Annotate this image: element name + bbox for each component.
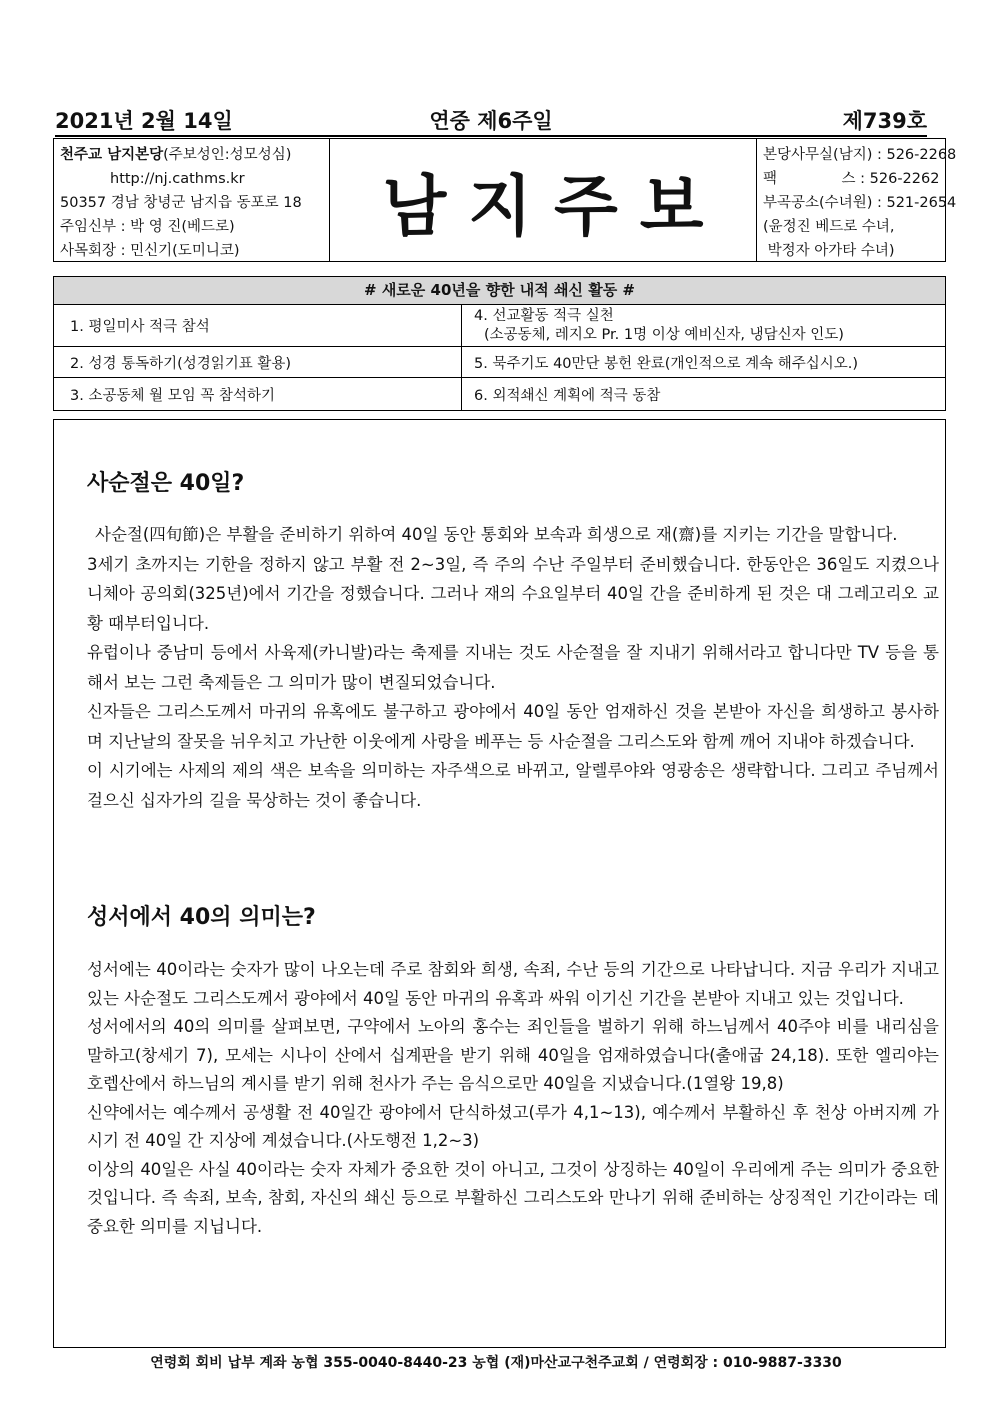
parish-president: 사목회장 : 민신기(도미니코)	[60, 243, 240, 259]
issue-line	[55, 103, 927, 137]
parish-name-line	[60, 143, 329, 167]
contact-line: 본당사무실(남지) : 526-2268	[763, 147, 957, 163]
activity-item-title: 4. 선교활동 적극 실천	[474, 308, 614, 324]
contact-line: (윤정진 베드로 수녀,	[763, 219, 895, 235]
activities-table	[53, 305, 946, 411]
contact-line: 팩 스 : 526-2262	[763, 171, 940, 187]
activity-item: 6. 외적쇄신 계획에 적극 동참	[474, 387, 661, 404]
paragraph: 성서에는 40이라는 숫자가 많이 나오는데 주로 참회와 희생, 속죄, 수난 등의 기간으로 나타납니다. 지금 우리가 지내고 있는 사순절도 그리스도께서 광야에서 40일 동안 마귀의 유혹과 싸워 이기신 기간을 본받아 지내고 있는 것입니다.	[87, 960, 939, 1008]
parish-url[interactable]: http://nj.cathms.kr	[110, 171, 245, 187]
activity-item: 5. 묵주기도 40만단 봉헌 완료(개인적으로 계속 해주십시오.)	[462, 347, 945, 378]
paragraph: 이상의 40일은 사실 40이라는 숫자 자체가 중요한 것이 아니고, 그것이 상징하는 40일이 우리에게 주는 의미가 중요한 것입니다. 즉 속죄, 보속, 참회, 자신의 쇄신 등으로 부활하신 그리스도와 만나기 위해 준비하는 상징적인 기간이라는 데 중요한 의미를 지닙니다.	[87, 1159, 939, 1236]
parish-address: 50357 경남 창녕군 남지읍 동포로 18	[60, 195, 302, 211]
issue-number: 제739호	[842, 109, 927, 133]
activity-item-detail: (소공동체, 레지오 Pr. 1명 이상 예비신자, 냉담신자 인도)	[484, 327, 844, 343]
parish-priest: 주임신부 : 박 영 진(베드로)	[60, 219, 235, 235]
paragraph: 3세기 초까지는 기한을 정하지 않고 부활 전 2∼3일, 즉 주의 수난 주일부터 준비했습니다. 한동안은 36일도 지켰으나 니체아 공의회(325년)에서 기간을 정했습니다. 그러나 재의 수요일부터 40일 간을 준비하게 된 것은 대 그레고리오 교황 때부터입니다.	[87, 554, 939, 633]
paragraph: 이 시기에는 사제의 제의 색은 보속을 의미하는 자주색으로 바뀌고, 알렐루야와 영광송은 생략합니다. 그리고 주님께서 걸으신 십자가의 길을 묵상하는 것이 좋습니다.	[87, 761, 939, 810]
parish-name: 천주교 남지본당	[60, 147, 164, 163]
paragraph: 사순절(四旬節)은 부활을 준비하기 위하여 40일 동안 통회와 보속과 희생으로 재(齋)를 지키는 기간을 말합니다.	[95, 525, 898, 544]
paragraph: 유럽이나 중남미 등에서 사육제(카니발)라는 축제를 지내는 것도 사순절을 잘 지내기 위해서라고 합니다만 TV 등을 통해서 보는 그런 축제들은 그 의미가 많이 변질되었습니다.	[87, 643, 939, 692]
paragraph: 성서에서의 40의 의미를 살펴보면, 구약에서 노아의 홍수는 죄인들을 벌하기 위해 하느님께서 40주야 비를 내리심을 말하고(창세기 7), 모세는 시나이 산에서 십계판을 받기 위해 40일을 엄재하였습니다(출애굽 24,18). 또한 엘리야는 호렙산에서 하느님의 계시를 받기 위해 천사가 주는 음식으로만 40일을 지냈습니다.(1열왕 19,8)	[87, 1017, 939, 1093]
activity-item: 1. 평일미사 적극 참석	[54, 305, 462, 347]
activity-item: 3. 소공동체 월 모임 꼭 참석하기	[54, 378, 462, 410]
activity-item: 2. 성경 통독하기(성경읽기표 활용)	[54, 347, 462, 378]
parish-info	[54, 139, 330, 261]
bulletin-title: 남지주보	[330, 139, 757, 261]
issue-date: 2021년 2월 14일	[55, 109, 233, 133]
activities-header: # 새로운 40년을 향한 내적 쇄신 활동 #	[53, 276, 946, 305]
contact-line: 부곡공소(수녀원) : 521-2654	[763, 195, 957, 211]
contact-info	[757, 139, 957, 261]
article-box	[53, 419, 946, 1348]
section-title: 성서에서 40의 의미는?	[87, 905, 316, 930]
paragraph: 신약에서는 예수께서 공생활 전 40일간 광야에서 단식하셨고(루가 4,1∼13), 예수께서 부활하신 후 천상 아버지께 가시기 전 40일 간 지상에 계셨습니다.(사도행전 1,2∼3)	[87, 1102, 939, 1150]
section-body	[87, 956, 939, 1241]
paragraph: 신자들은 그리스도께서 마귀의 유혹에도 불구하고 광야에서 40일 동안 엄재하신 것을 본받아 자신을 희생하고 봉사하며 지난날의 잘못을 뉘우치고 가난한 이웃에게 사랑을 베푸는 등 사순절을 그리스도와 함께 깨어 지내야 하겠습니다.	[87, 702, 939, 751]
activity-item	[462, 305, 945, 347]
contact-line: 박정자 아가타 수녀)	[763, 243, 895, 259]
liturgical-sunday: 연중 제6주일	[429, 109, 553, 133]
section-title: 사순절은 40일?	[87, 471, 245, 496]
masthead-box	[53, 138, 957, 262]
section-body	[87, 520, 939, 815]
parish-patron: (주보성인:성모성심)	[163, 147, 292, 163]
footer-notice: 연령회 회비 납부 계좌 농협 355-0040-8440-23 농협 (재)마산교구천주교회 / 연령회장 : 010-9887-3330	[150, 1355, 842, 1371]
